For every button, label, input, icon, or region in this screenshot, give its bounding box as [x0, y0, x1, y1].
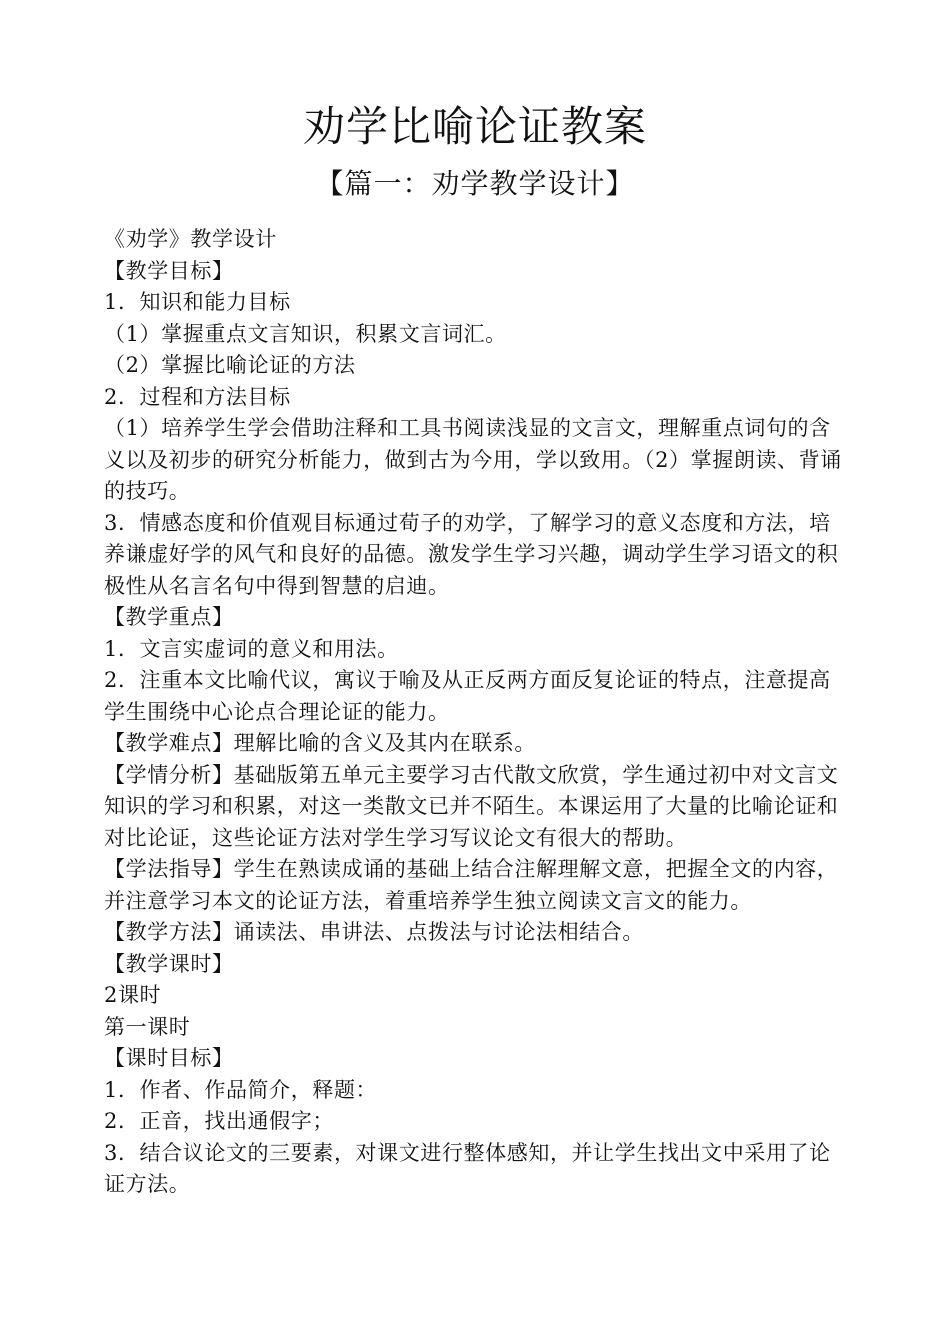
- document-subtitle: 【篇一：劝学教学设计】: [315, 167, 635, 200]
- body-line: 2．过程和方法目标: [104, 384, 291, 409]
- body-line: 1．文言实虚词的意义和用法。: [104, 636, 399, 661]
- body-line: （1）掌握重点文言知识，积累文言词汇。: [104, 321, 507, 346]
- section-heading: 【教学重点】: [104, 605, 234, 629]
- body-line: 2课时: [104, 983, 162, 1007]
- body-line: 2．正音，找出通假字；: [104, 1109, 334, 1133]
- body-paragraph: 【学情分析】基础版第五单元主要学习古代散文欣赏，学生通过初中对文言文知识的学习和积累，对这一类散文已并不陌生。本课运用了大量的比喻论证和对比论证，这些论证方法对学生学习写议论文有很大的帮助。: [104, 762, 839, 850]
- body-paragraph: 【学法指导】学生在熟读成诵的基础上结合注解理解文意，把握全文的内容，并注意学习本文的论证方法，着重培养学生独立阅读文言文的能力。: [104, 857, 839, 913]
- document-body: [104, 224, 849, 1201]
- section-heading: 【教学课时】: [104, 951, 234, 976]
- section-heading: 【教学目标】: [104, 258, 234, 283]
- body-paragraph: 3．结合议论文的三要素，对课文进行整体感知，并让学生找出文中采用了论证方法。: [104, 1140, 831, 1196]
- body-line: 第一课时: [104, 1014, 191, 1039]
- body-line: 《劝学》教学设计: [104, 227, 277, 251]
- body-line: 【教学难点】理解比喻的含义及其内在联系。: [104, 731, 536, 755]
- body-paragraph: 3．情感态度和价值观目标通过荀子的劝学，了解学习的意义态度和方法，培养谦虚好学的风气和良好的品德。激发学生学习兴趣，调动学生学习语文的积极性从名言名句中得到智慧的启迪。: [104, 510, 839, 598]
- body-line: （2）掌握比喻论证的方法: [104, 353, 356, 377]
- body-line: 1．知识和能力目标: [104, 290, 291, 314]
- section-heading: 【课时目标】: [104, 1046, 234, 1070]
- body-paragraph: 2．注重本文比喻代议，寓议于喻及从正反两方面反复论证的特点，注意提高学生围绕中心论点合理论证的能力。: [104, 668, 831, 724]
- body-line: 1．作者、作品简介，释题：: [104, 1077, 378, 1102]
- body-paragraph: （1）培养学生学会借助注释和工具书阅读浅显的文言文，理解重点词句的含义以及初步的研究分析能力，做到古为今用，学以致用。（2）掌握朗读、背诵的技巧。: [104, 416, 842, 503]
- body-line: 【教学方法】诵读法、串讲法、点拨法与讨论法相结合。: [104, 920, 644, 944]
- document-title: 劝学比喻论证教案: [302, 102, 647, 151]
